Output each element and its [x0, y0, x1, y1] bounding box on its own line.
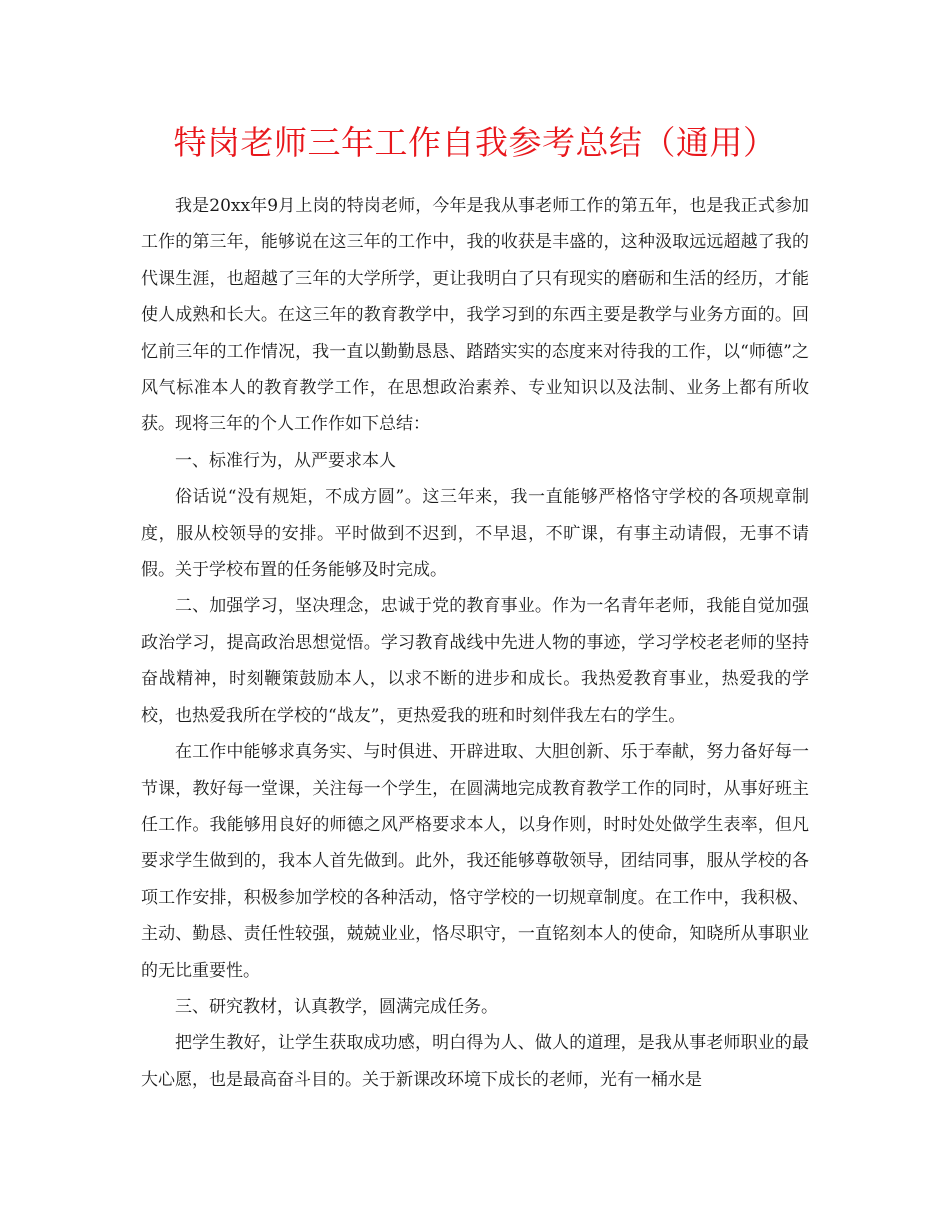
paragraph-rules: 俗话说“没有规矩，不成方圆”。这三年来，我一直能够严格恪守学校的各项规章制度，服从校领导的安排。平时做到不迟到，不早退，不旷课，有事主动请假，无事不请假。关于学校布置的任务能够及时完成。: [141, 487, 809, 581]
document-title: 特岗老师三年工作自我参考总结（通用）: [173, 123, 777, 162]
paragraph-work-attitude: 在工作中能够求真务实、与时俱进、开辟进取、大胆创新、乐于奉献，努力备好每一节课，教好每一堂课，关注每一个学生，在圆满地完成教育教学工作的同时，从事好班主任工作。我能够用良好的师德之风严格要求本人，以身作则，时时处处做学生表率，但凡要求学生做到的，我本人首先做到。此外，我还能够尊敬领导，团结同事，服从学校的各项工作安排，积极参加学校的各种活动，恪守学校的一切规章制度。在工作中，我积极、主动、勤恳、责任性较强，兢兢业业，恪尽职守，一直铭刻本人的使命，知晓所从事职业的无比重要性。: [141, 742, 809, 981]
paragraph-teaching-goal: 把学生教好，让学生获取成功感，明白得为人、做人的道理，是我从事老师职业的最大心愿，也是最高奋斗目的。关于新课改环境下成长的老师，光有一桶水是: [141, 1033, 809, 1090]
document-body: [141, 188, 809, 1098]
section-heading-2-paragraph: 二、加强学习，坚决理念，忠诚于党的教育事业。作为一名青年老师，我能自觉加强政治学习，提高政治思想觉悟。学习教育战线中先进人物的事迹，学习学校老老师的坚持奋战精神，时刻鞭策鼓励本人，以求不断的进步和成长。我热爱教育事业，热爱我的学校，也热爱我所在学校的“战友”，更热爱我的班和时刻伴我左右的学生。: [141, 596, 809, 726]
section-heading-3: 三、研究教材，认真教学，圆满完成任务。: [175, 996, 498, 1017]
paragraph-intro: 我是20xx年9月上岗的特岗老师，今年是我从事老师工作的第五年，也是我正式参加工作的第三年，能够说在这三年的工作中，我的收获是丰盛的，这种汲取远远超越了我的代课生涯，也超越了三年的大学所学，更让我明白了只有现实的磨砺和生活的经历，才能使人成熟和长大。在这三年的教育教学中，我学习到的东西主要是教学与业务方面的。回忆前三年的工作情况，我一直以勤勤恳恳、踏踏实实的态度来对待我的工作，以“师德”之风气标准本人的教育教学工作，在思想政治素养、专业知识以及法制、业务上都有所收获。现将三年的个人工作作如下总结：: [141, 196, 809, 435]
section-heading-1: 一、标准行为，从严要求本人: [175, 450, 396, 471]
